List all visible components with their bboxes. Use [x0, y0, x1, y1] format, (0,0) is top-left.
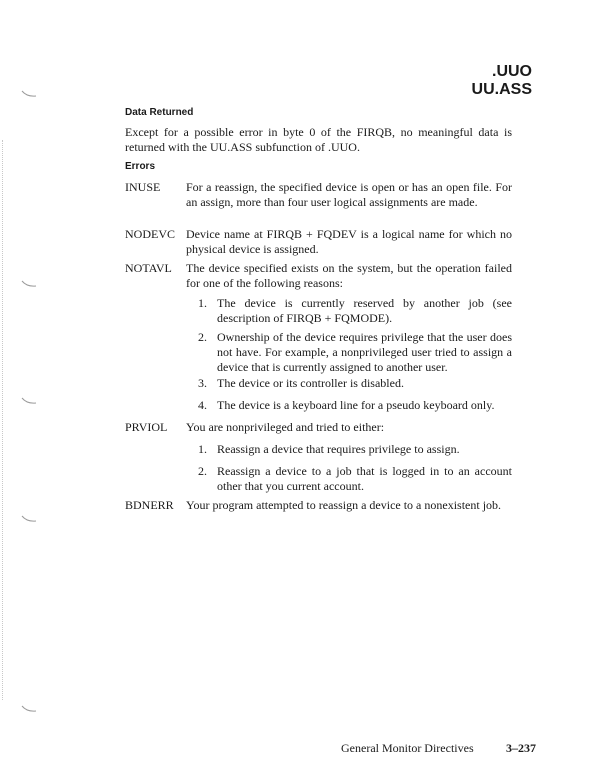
error-desc-prviol: You are nonprivileged and tried to either: — [186, 420, 385, 434]
reason-number: 2. — [198, 464, 207, 478]
reason-number: 3. — [198, 376, 207, 390]
error-desc-nodevc: Device name at FIRQB + FQDEV is a logical name for which no physical device is assigned. — [186, 227, 512, 256]
binder-hole-mark — [21, 515, 37, 523]
section-title: .UUO — [492, 63, 532, 80]
reason-text: Reassign a device to a job that is logged in to an account other that you current account. — [217, 464, 512, 493]
reason-text: Reassign a device that requires privilege to assign. — [217, 442, 460, 456]
reason-number: 2. — [198, 330, 207, 344]
page-number: 3–237 — [506, 741, 536, 755]
error-code-bdnerr: BDNERR — [125, 498, 174, 512]
page-edge-dots — [2, 140, 4, 700]
error-code-inuse: INUSE — [125, 180, 161, 194]
binder-hole-mark — [21, 90, 37, 98]
binder-hole-mark — [21, 280, 37, 288]
error-desc-notavl: The device specified exists on the system, but the operation failed for one of the following reasons: — [186, 261, 512, 290]
reason-number: 1. — [198, 442, 207, 456]
error-code-nodevc: NODEVC — [125, 227, 175, 241]
binder-hole-mark — [21, 705, 37, 713]
section-subtitle: UU.ASS — [471, 81, 532, 98]
footer-title: General Monitor Directives — [341, 741, 474, 755]
reason-text: The device is a keyboard line for a pseudo keyboard only. — [217, 398, 495, 412]
reason-text: Ownership of the device requires privilege that the user does not have. For example, a nonprivileged user tried to assign a device that is currently assigned to another user. — [217, 330, 512, 374]
data-returned-heading: Data Returned — [125, 107, 194, 118]
data-returned-text: Except for a possible error in byte 0 of the FIRQB, no meaningful data is returned with the UU.ASS subfunction of .UUO. — [125, 125, 512, 154]
error-code-prviol: PRVIOL — [125, 420, 168, 434]
reason-number: 4. — [198, 398, 207, 412]
reason-text: The device or its controller is disabled. — [217, 376, 404, 390]
error-code-notavl: NOTAVL — [125, 261, 172, 275]
reason-text: The device is currently reserved by another job (see description of FIRQB + FQMODE). — [217, 296, 512, 325]
error-desc-inuse: For a reassign, the specified device is open or has an open file. For an assign, more than four user logical assignments are made. — [186, 180, 512, 209]
error-desc-bdnerr: Your program attempted to reassign a device to a nonexistent job. — [186, 498, 502, 512]
errors-heading: Errors — [125, 161, 156, 172]
reason-number: 1. — [198, 296, 207, 310]
binder-hole-mark — [21, 397, 37, 405]
